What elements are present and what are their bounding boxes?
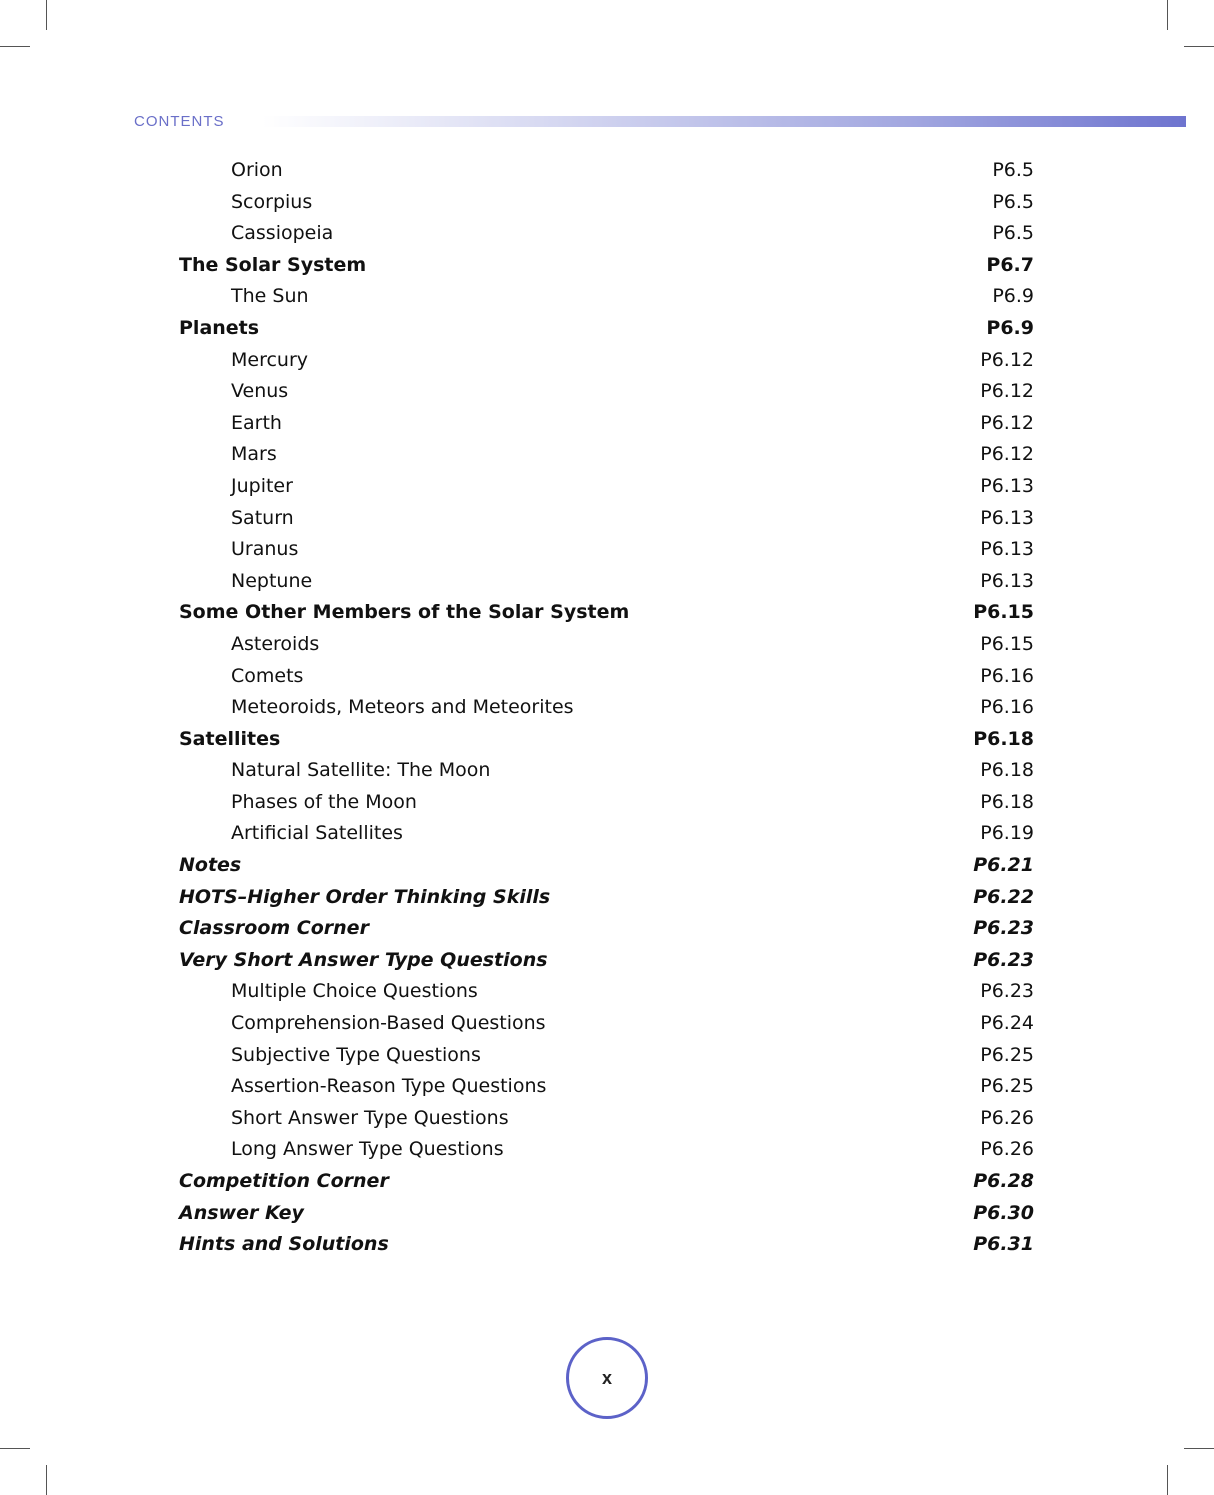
- toc-entry-page: P6.19: [980, 822, 1034, 845]
- toc-entry-title: Saturn: [231, 506, 294, 529]
- toc-entry-page: P6.18: [980, 790, 1034, 813]
- toc-entry-page: P6.24: [980, 1012, 1034, 1035]
- toc-entry-page: P6.23: [973, 948, 1034, 971]
- crop-mark-bottom-right: [1167, 1465, 1168, 1495]
- toc-entry[interactable]: [0, 661, 1214, 693]
- toc-entry[interactable]: [0, 1166, 1214, 1198]
- toc-entry-page: P6.12: [980, 443, 1034, 466]
- toc-entry-page: P6.23: [980, 980, 1034, 1003]
- toc-entry-title: Notes: [179, 854, 242, 877]
- page-number-badge: [566, 1337, 648, 1419]
- crop-mark-top-left: [0, 46, 30, 47]
- toc-entry-page: P6.5: [992, 159, 1034, 181]
- toc-entry[interactable]: [0, 1071, 1214, 1103]
- toc-entry[interactable]: [0, 629, 1214, 661]
- toc-entry-page: P6.28: [973, 1170, 1034, 1192]
- toc-entry-page: P6.13: [980, 569, 1034, 592]
- section-header-label: CONTENTS: [134, 113, 225, 130]
- toc-entry-title: Multiple Choice Questions: [231, 980, 478, 1003]
- toc-entry-title: Hints and Solutions: [179, 1233, 389, 1256]
- toc-entry[interactable]: [0, 787, 1214, 819]
- toc-entry[interactable]: [0, 755, 1214, 787]
- toc-entry[interactable]: [0, 566, 1214, 598]
- toc-entry-title: Asteroids: [231, 632, 320, 655]
- toc-entry-page: P6.12: [980, 411, 1034, 434]
- toc-entry-title: Neptune: [231, 569, 313, 592]
- toc-entry-page: P6.15: [980, 632, 1034, 655]
- crop-mark-bottom-left: [0, 1448, 30, 1449]
- toc-entry-title: Comets: [231, 664, 304, 687]
- crop-mark-bottom-right: [1184, 1448, 1214, 1449]
- header-gradient-bar: [262, 116, 1186, 127]
- toc-entry-page: P6.31: [973, 1233, 1034, 1256]
- toc-entry-title: The Solar System: [179, 253, 367, 276]
- toc-entry-page: P6.12: [980, 348, 1034, 371]
- toc-entry-page: P6.13: [980, 538, 1034, 561]
- toc-entry-page: P6.26: [980, 1138, 1034, 1161]
- page-number: x: [601, 1367, 612, 1388]
- toc-entry-title: Competition Corner: [179, 1170, 389, 1192]
- toc-entry-title: Natural Satellite: The Moon: [231, 759, 491, 782]
- toc-entry-page: P6.5: [992, 190, 1034, 213]
- toc-entry-page: P6.5: [992, 222, 1034, 245]
- toc-entry-page: P6.7: [986, 253, 1034, 276]
- toc-entry[interactable]: [0, 534, 1214, 566]
- toc-entry-page: P6.25: [980, 1043, 1034, 1066]
- toc-entry[interactable]: [0, 1229, 1214, 1261]
- toc-entry[interactable]: [0, 439, 1214, 471]
- toc-entry-page: P6.16: [980, 696, 1034, 719]
- crop-mark-top-right: [1184, 46, 1214, 47]
- toc-entry[interactable]: [0, 882, 1214, 914]
- toc-entry[interactable]: [0, 913, 1214, 945]
- toc-entry-title: The Sun: [231, 285, 309, 308]
- toc-entry-title: Mars: [231, 443, 277, 466]
- toc-entry-page: P6.15: [973, 601, 1034, 624]
- toc-entry-title: Satellites: [179, 727, 281, 750]
- toc-entry-page: P6.30: [973, 1201, 1034, 1224]
- toc-entry-title: Short Answer Type Questions: [231, 1106, 509, 1129]
- toc-entry-title: Comprehension-Based Questions: [231, 1012, 546, 1035]
- toc-entry-title: Classroom Corner: [179, 917, 369, 940]
- toc-entry-title: HOTS–Higher Order Thinking Skills: [179, 885, 551, 908]
- toc-entry-page: P6.18: [973, 727, 1034, 750]
- toc-entry-page: P6.12: [980, 380, 1034, 403]
- toc-entry[interactable]: [0, 724, 1214, 756]
- toc-entry[interactable]: [0, 850, 1214, 882]
- toc-entry-title: Orion: [231, 159, 283, 181]
- toc-entry[interactable]: [0, 1134, 1214, 1166]
- toc-entry[interactable]: [0, 503, 1214, 535]
- toc-entry[interactable]: [0, 250, 1214, 282]
- toc-entry-title: Assertion-Reason Type Questions: [231, 1075, 547, 1098]
- toc-entry-page: P6.13: [980, 506, 1034, 529]
- toc-entry[interactable]: [0, 1008, 1214, 1040]
- toc-entry-page: P6.9: [992, 285, 1034, 308]
- toc-entry-title: Meteoroids, Meteors and Meteorites: [231, 696, 574, 719]
- toc-entry[interactable]: [0, 408, 1214, 440]
- toc-entry-title: Earth: [231, 411, 282, 434]
- toc-entry-page: P6.13: [980, 474, 1034, 497]
- crop-mark-top-right: [1167, 0, 1168, 30]
- crop-mark-bottom-left: [46, 1465, 47, 1495]
- toc-entry[interactable]: [0, 945, 1214, 977]
- toc-entry-title: Scorpius: [231, 190, 313, 213]
- toc-entry[interactable]: [0, 313, 1214, 345]
- toc-entry-page: P6.18: [980, 759, 1034, 782]
- toc-entry[interactable]: [0, 345, 1214, 377]
- toc-entry-page: P6.16: [980, 664, 1034, 687]
- toc-entry-title: Phases of the Moon: [231, 790, 417, 813]
- toc-entry-title: Planets: [179, 316, 260, 339]
- toc-entry[interactable]: [0, 187, 1214, 219]
- toc-entry[interactable]: [0, 471, 1214, 503]
- toc-entry[interactable]: [0, 1103, 1214, 1135]
- toc-entry-title: Some Other Members of the Solar System: [179, 601, 630, 624]
- toc-entry[interactable]: [0, 1040, 1214, 1072]
- toc-entry-title: Very Short Answer Type Questions: [179, 948, 548, 971]
- toc-entry-title: Jupiter: [231, 474, 293, 497]
- crop-mark-top-left: [46, 0, 47, 30]
- toc-entry-page: P6.26: [980, 1106, 1034, 1129]
- toc-entry[interactable]: [0, 281, 1214, 313]
- toc-entry-page: P6.23: [973, 917, 1034, 940]
- toc-entry[interactable]: [0, 1198, 1214, 1230]
- toc-entry-title: Venus: [231, 380, 289, 403]
- toc-entry-title: Subjective Type Questions: [231, 1043, 481, 1066]
- toc-entry[interactable]: [0, 976, 1214, 1008]
- toc-entry[interactable]: [0, 597, 1214, 629]
- toc-entry[interactable]: [0, 155, 1214, 187]
- toc-entry[interactable]: [0, 818, 1214, 850]
- toc-entry[interactable]: [0, 218, 1214, 250]
- toc-entry-title: Mercury: [231, 348, 309, 371]
- toc-entry-page: P6.22: [973, 885, 1034, 908]
- toc-entry[interactable]: [0, 376, 1214, 408]
- toc-entry-page: P6.25: [980, 1075, 1034, 1098]
- toc-entry-title: Answer Key: [179, 1201, 304, 1224]
- toc-entry-page: P6.21: [973, 854, 1034, 877]
- toc-entry-page: P6.9: [986, 316, 1034, 339]
- toc-entry-title: Long Answer Type Questions: [231, 1138, 504, 1161]
- toc-entry-title: Artificial Satellites: [231, 822, 403, 845]
- table-of-contents: [0, 155, 1214, 1261]
- toc-entry-title: Uranus: [231, 538, 299, 561]
- toc-entry-title: Cassiopeia: [231, 222, 334, 245]
- toc-entry[interactable]: [0, 692, 1214, 724]
